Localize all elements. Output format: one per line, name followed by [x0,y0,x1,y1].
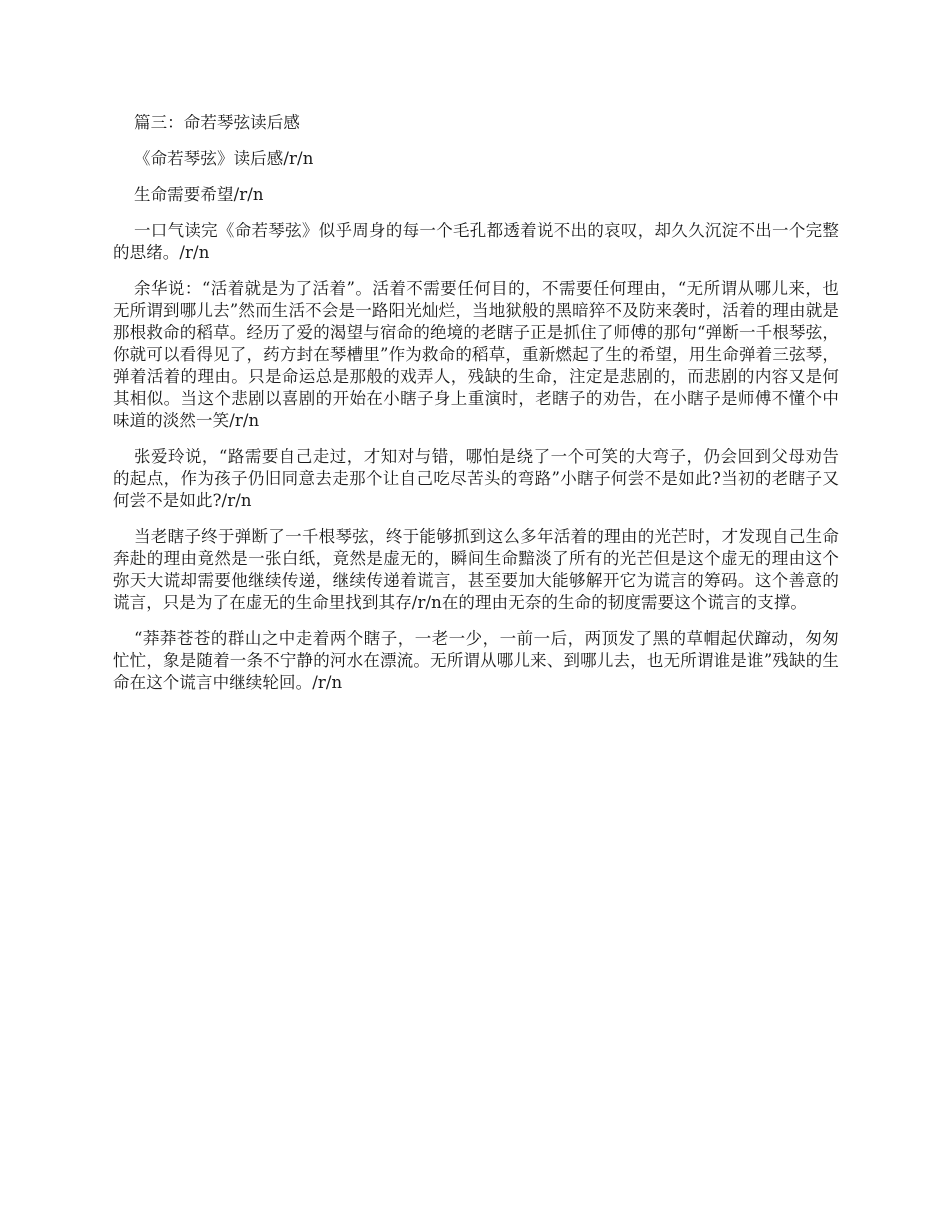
paragraph-3: 张爱玲说，“路需要自己走过，才知对与错，哪怕是绕了一个可笑的大弯子，仍会回到父母劝告的起点，作为孩子仍旧同意去走那个让自己吃尽苦头的弯路”小瞎子何尝不是如此?当初的老瞎子又何尝不是如此?/r/n [113,447,839,510]
paragraph-1: 一口气读完《命若琴弦》似乎周身的每一个毛孔都透着说不出的哀叹，却久久沉淀不出一个完整的思绪。/r/n [113,221,839,262]
essay-subtitle: 生命需要希望/r/n [133,185,264,204]
section-heading: 篇三：命若琴弦读后感 [133,113,300,132]
document-page [113,112,839,708]
paragraph-5: “莽莽苍苍的群山之中走着两个瞎子，一老一少，一前一后，两顶发了黑的草帽起伏蹿动，匆匆忙忙，象是随着一条不宁静的河水在漂流。无所谓从哪儿来、到哪儿去，也无所谓谁是谁”残缺的生命在这个谎言中继续轮回。/r/n [113,629,839,692]
paragraph-4: 当老瞎子终于弹断了一千根琴弦，终于能够抓到这么多年活着的理由的光芒时，才发现自己生命奔赴的理由竟然是一张白纸，竟然是虚无的，瞬间生命黯淡了所有的光芒但是这个虚无的理由这个弥天大谎却需要他继续传递，继续传递着谎言，甚至要加大能够解开它为谎言的筹码。这个善意的谎言，只是为了在虚无的生命里找到其存/r/n在的理由无奈的生命的韧度需要这个谎言的支撑。 [113,527,839,612]
essay-title: 《命若琴弦》读后感/r/n [133,149,314,168]
paragraph-2: 余华说：“活着就是为了活着”。活着不需要任何目的，不需要任何理由，“无所谓从哪儿来，也无所谓到哪儿去”然而生活不会是一路阳光灿烂，当地狱般的黑暗猝不及防来袭时，活着的理由就是那根救命的稻草。经历了爱的渴望与宿命的绝境的老瞎子正是抓住了师傅的那句“弹断一千根琴弦，你就可以看得见了，药方封在琴槽里”作为救命的稻草，重新燃起了生的希望，用生命弹着三弦琴，弹着活着的理由。只是命运总是那般的戏弄人，残缺的生命，注定是悲剧的，而悲剧的内容又是何其相似。当这个悲剧以喜剧的开始在小瞎子身上重演时，老瞎子的劝告，在小瞎子是师傅不懂个中味道的淡然一笑/r/n [113,279,839,430]
